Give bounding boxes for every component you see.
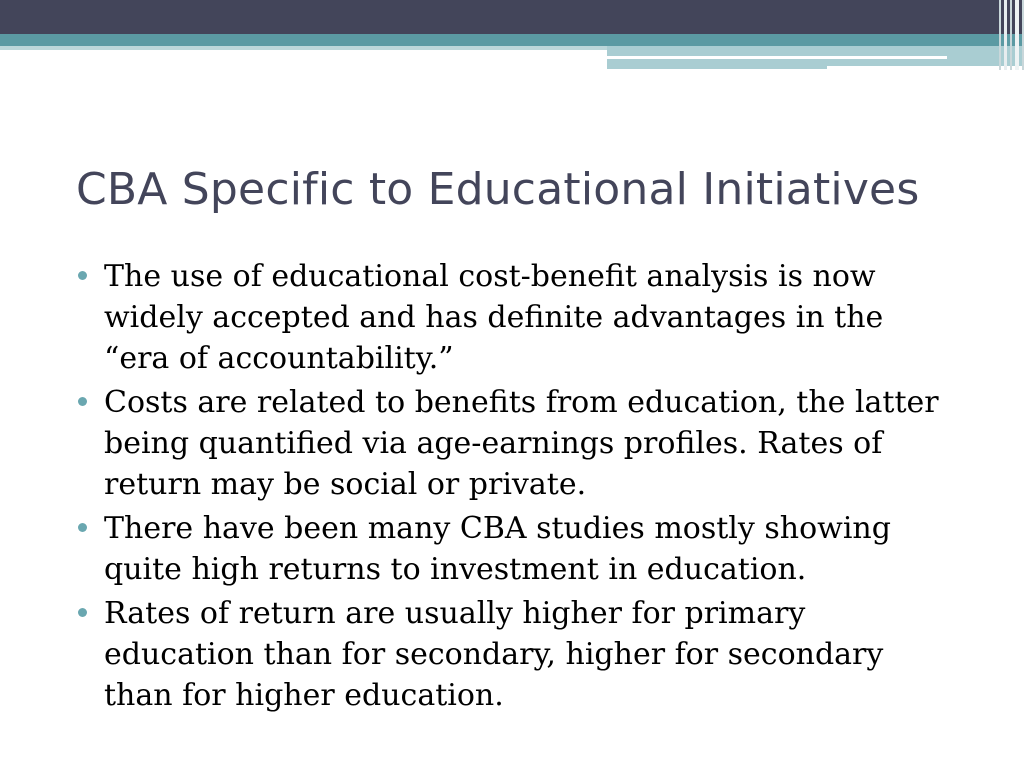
header-light-band <box>0 46 607 50</box>
bullet-text: The use of educational cost-benefit analysis is now widely accepted and has definite advantages in the “era of accountability.” <box>104 259 884 376</box>
slide-title: CBA Specific to Educational Initiatives <box>76 164 920 215</box>
header-teal-band <box>0 34 1024 46</box>
bullet-dot-icon <box>78 271 87 280</box>
bullet-item <box>78 593 958 716</box>
bullet-text: Rates of return are usually higher for primary education than for secondary, higher for secondary than for higher education. <box>104 596 884 713</box>
bullet-dot-icon <box>78 523 87 532</box>
bullet-dot-icon <box>78 397 87 406</box>
header-dark-band <box>0 0 1024 34</box>
header-accent-line <box>607 56 947 59</box>
bullet-text: There have been many CBA studies mostly showing quite high returns to investment in education. <box>104 511 891 587</box>
header-stripes-decoration <box>988 0 1024 70</box>
bullet-dot-icon <box>78 608 87 617</box>
bullet-text: Costs are related to benefits from education, the latter being quantified via age-earnings profiles. Rates of return may be social or private. <box>104 385 939 502</box>
bullet-list <box>78 256 958 719</box>
bullet-item <box>78 508 958 590</box>
bullet-item <box>78 382 958 505</box>
bullet-item <box>78 256 958 379</box>
header-accent-thin-line <box>607 66 827 69</box>
